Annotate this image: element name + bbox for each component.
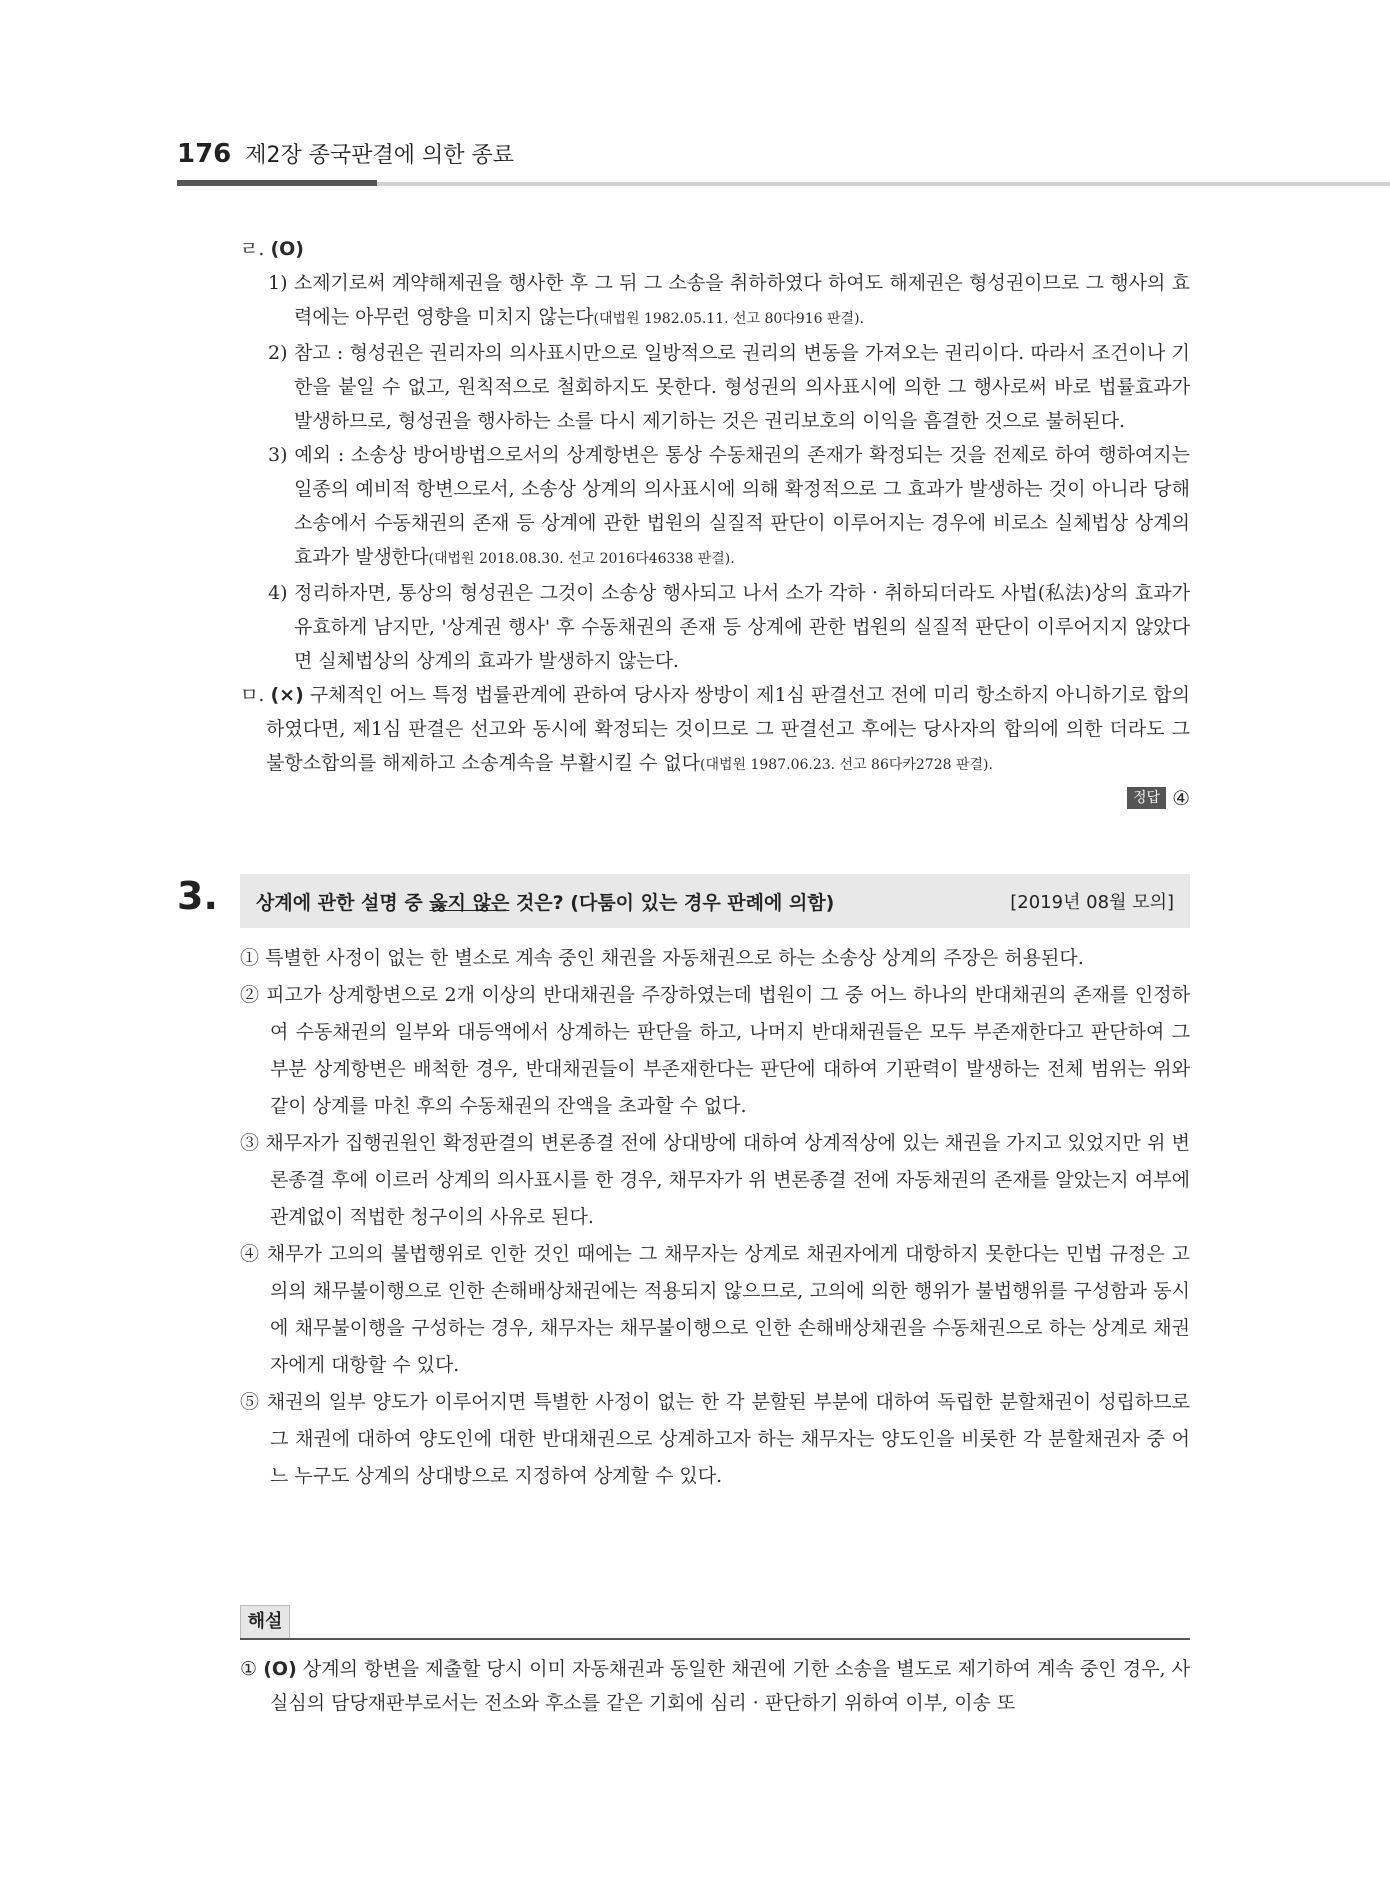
item-mi [240,678,1190,782]
question-text-before: 상계에 관한 설명 중 [256,891,430,914]
mi-text: 구체적인 어느 특정 법률관계에 관하여 당사자 쌍방이 제1심 판결선고 전에 미리 항소하지 아니하기로 합의하였다면, 제1심 판결은 선고와 동시에 확정되는 것이므로 그 판결선고 후에는 당사자의 합의에 의한 더라도 그 불항소합의를 해제하고 소송계속을 부활시킬 수 없다 [266,684,1191,774]
ri-marker: ㄹ. [240,238,265,260]
sub-item-2 [240,336,1190,438]
sub-item-text: 소제기로써 계약해제권을 행사한 후 그 뒤 그 소송을 취하하였다 하여도 해제권은 형성권이므로 그 행사의 효력에는 아무런 영향을 미치지 않는다 [293,272,1190,328]
sub-item-num: 4) [268,582,288,604]
option-2[interactable] [240,977,1190,1125]
question-text-underlined: 옳지 않은 [429,891,510,914]
sub-item-num: 1) [268,272,288,294]
question-text-after: 것은? (다툼이 있는 경우 판례에 의함) [509,891,835,914]
option-text: 채권의 일부 양도가 이루어지면 특별한 사정이 없는 한 각 분할된 부분에 대하여 독립한 분할채권이 성립하므로 그 채권에 대하여 양도인에 대한 반대채권으로 상계하고자 하는 채무자는 양도인을 비롯한 각 분할채권자 중 어느 누구도 상계의 상대방으로 지정하여 상계할 수 있다. [266,1391,1190,1487]
option-num: ① [240,947,260,969]
sub-item-text: 예외 : 소송상 방어방법으로서의 상계항변은 통상 수동채권의 존재가 확정되는 것을 전제로 하여 행하여지는 일종의 예비적 항변으로서, 소송상 상계의 의사표시에 의해 확정적으로 그 효과가 발생하는 것이 아니라 당해 소송에서 수동채권의 존재 등 상계에 관한 법원의 실질적 판단이 이루어지는 경우에 비로소 실체법상 상계의 효과가 발생한다 [294,444,1190,568]
option-text: 채무가 고의의 불법행위로 인한 것인 때에는 그 채무자는 상계로 채권자에게 대항하지 못한다는 민법 규정은 고의의 채무불이행으로 인한 손해배상채권에는 적용되지 않으므로, 고의에 의한 행위가 불법행위를 구성함과 동시에 채무불이행을 구성하는 경우, 채무자는 채무불이행으로 인한 손해배상채권을 수동채권으로 하는 상계로 채권자에게 대항할 수 있다. [266,1243,1190,1376]
option-4[interactable] [240,1236,1190,1384]
option-3[interactable] [240,1125,1190,1236]
explanation-num: ① [240,1658,258,1680]
answer-row [240,780,1190,815]
case-citation: (대법원 1982.05.11. 선고 80다916 판결). [593,311,864,327]
mi-marker: ㅁ. [240,684,265,706]
option-5[interactable] [240,1384,1190,1495]
explanation-label: 해설 [240,1605,290,1639]
option-num: ⑤ [240,1391,260,1413]
case-citation: (대법원 1987.06.23. 선고 86다카2728 판결). [700,757,993,773]
page-number: 176 [177,139,232,169]
sub-item-4 [240,576,1190,678]
option-text: 피고가 상계항변으로 2개 이상의 반대채권을 주장하였는데 법원이 그 중 어느 하나의 반대채권의 존재를 인정하여 수동채권의 일부와 대등액에서 상계하는 판단을 하고, 나머지 반대채권들은 모두 부존재한다고 판단하여 그 부분 상계항변은 배척한 경우, 반대채권들이 부존재한다는 판단에 대하여 기판력이 발생하는 전체 범위는 위와 같이 상계를 마친 후의 수동채권의 잔액을 초과할 수 없다. [266,984,1190,1117]
answer-badge: 정답 [1127,787,1166,809]
header-rule-dark [177,180,377,186]
option-num: ③ [240,1132,260,1154]
case-citation: (대법원 2018.08.30. 선고 2016다46338 판결). [428,551,735,567]
question-text [256,888,834,915]
question-source: [2019년 08월 모의] [1010,892,1174,913]
sub-item-text: 참고 : 형성권은 권리자의 의사표시만으로 일방적으로 권리의 변동을 가져오는 권리이다. 따라서 조건이나 기한을 붙일 수 없고, 원칙적으로 철회하지도 못한다. 형성권의 의사표시에 의한 그 행사로써 바로 법률효과가 발생하므로, 형성권을 행사하는 소를 다시 제기하는 것은 권리보호의 이익을 흠결한 것으로 불허된다. [293,342,1190,432]
page-header [177,138,514,169]
option-text: 채무자가 집행권원인 확정판결의 변론종결 전에 상대방에 대하여 상계적상에 있는 채권을 가지고 있었지만 위 변론종결 후에 이르러 상계의 의사표시를 한 경우, 채무자가 위 변론종결 전에 자동채권의 존재를 알았는지 여부에 관계없이 적법한 청구이의 사유로 된다. [265,1132,1190,1228]
sub-item-1 [240,266,1190,336]
explanation-text: 상계의 항변을 제출할 당시 이미 자동채권과 동일한 채권에 기한 소송을 별도로 제기하여 계속 중인 경우, 사실심의 담당재판부로서는 전소와 후소를 같은 기회에 심리 · 판단하기 위하여 이부, 이송 또 [270,1658,1190,1714]
sub-item-3 [240,438,1190,576]
option-1[interactable] [240,940,1190,977]
explanation-symbol: (O) [263,1658,297,1680]
previous-explanation [240,232,1190,815]
sub-item-text: 정리하자면, 통상의 형성권은 그것이 소송상 행사되고 나서 소가 각하 · 취하되더라도 사법(私法)상의 효과가 유효하게 남지만, '상계권 행사' 후 수동채권의 존재 등 상계에 관한 법원의 실질적 판단이 이루어지지 않았다면 실체법상의 상계의 효과가 발생하지 않는다. [293,582,1190,672]
option-num: ② [240,984,260,1006]
sub-item-num: 3) [268,444,288,466]
question-number: 3. [177,874,218,918]
explanation-item-1 [240,1652,1190,1720]
option-text: 특별한 사정이 없는 한 별소로 계속 중인 채권을 자동채권으로 하는 소송상 상계의 주장은 허용된다. [265,947,1084,969]
answer-value: ④ [1172,786,1190,810]
ri-symbol: (O) [270,238,304,260]
mi-symbol: (×) [270,684,304,706]
explanation-body [240,1652,1190,1720]
question-bar [240,874,1190,928]
explanation-rule [240,1638,1190,1640]
chapter-title: 제2장 종국판결에 의한 종료 [245,143,515,168]
sub-item-num: 2) [268,342,288,364]
header-rule-light [377,182,1390,186]
item-ri [240,232,1190,266]
option-num: ④ [240,1243,260,1265]
question-options [240,940,1190,1495]
